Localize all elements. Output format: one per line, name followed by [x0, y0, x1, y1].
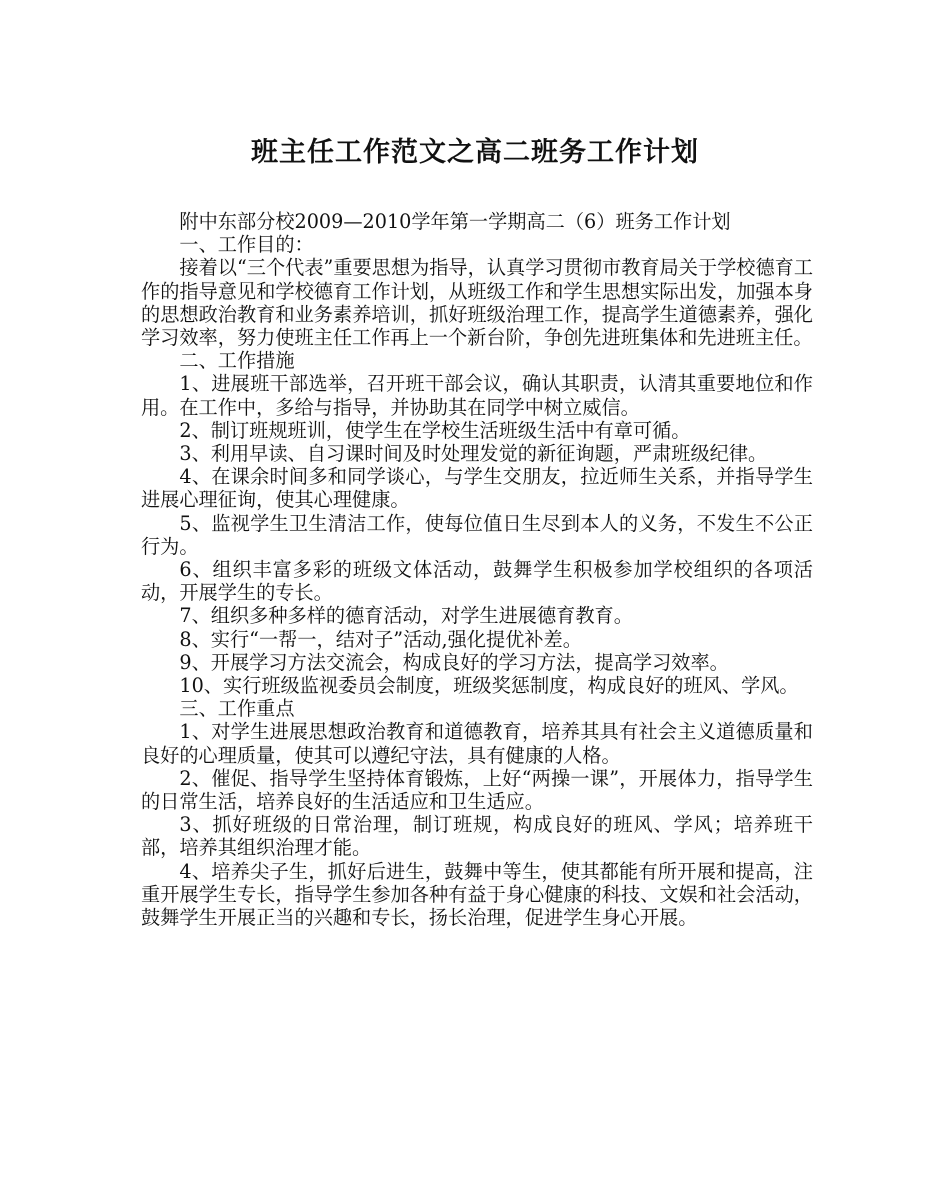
document-body	[141, 210, 813, 929]
measure-item-4: 4、在课余时间多和同学谈心，与学生交朋友，拉近师生关系，并指导学生进展心理征询，使其心理健康。	[141, 465, 813, 512]
measure-item-1: 1、进展班干部选举，召开班干部会议，确认其职责，认清其重要地位和作用。在工作中，多给与指导，并协助其在同学中树立威信。	[141, 372, 813, 419]
document-subtitle: 附中东部分校2009—2010学年第一学期高二（6）班务工作计划	[179, 210, 731, 233]
measure-item-3: 3、利用早读、自习课时间及时处理发觉的新征询题，严肃班级纪律。	[179, 442, 768, 466]
measure-item-5: 5、监视学生卫生清洁工作，使每位值日生尽到本人的义务，不发生不公正行为。	[141, 511, 813, 558]
section-heading-measures: 二、工作措施	[179, 349, 295, 373]
focus-item-3: 3、抓好班级的日常治理，制订班规，构成良好的班风、学风；培养班干部，培养其组织治理才能。	[141, 813, 813, 860]
document-title: 班主任工作范文之高二班务工作计划	[251, 137, 699, 168]
measure-item-9: 9、开展学习方法交流会，构成良好的学习方法，提高学习效率。	[179, 650, 729, 674]
section-heading-focus: 三、工作重点	[179, 697, 295, 721]
measure-item-6: 6、组织丰富多彩的班级文体活动，鼓舞学生积极参加学校组织的各项活动，开展学生的专长。	[141, 558, 813, 605]
paragraph-goal: 接着以“三个代表”重要思想为指导，认真学习贯彻市教育局关于学校德育工作的指导意见和学校德育工作计划，从班级工作和学生思想实际出发，加强本身的思想政治教育和业务素养培训，抓好班级治理工作，提高学生道德素养，强化学习效率，努力使班主任工作再上一个新台阶，争创先进班集体和先进班主任。	[141, 256, 814, 350]
measure-item-7: 7、组织多种多样的德育活动，对学生进展德育教育。	[179, 604, 633, 628]
measure-item-10: 10、实行班级监视委员会制度，班级奖惩制度，构成良好的班风、学风。	[179, 674, 799, 698]
focus-item-1: 1、对学生进展思想政治教育和道德教育，培养其具有社会主义道德质量和良好的心理质量，使其可以遵纪守法，具有健康的人格。	[141, 720, 813, 767]
section-heading-goal: 一、工作目的：	[179, 233, 314, 257]
measure-item-2: 2、制订班规班训，使学生在学校生活班级生活中有章可循。	[179, 418, 691, 442]
measure-item-8: 8、实行“一帮一，结对子”活动,强化提优补差。	[179, 627, 582, 651]
focus-item-4: 4、培养尖子生，抓好后进生，鼓舞中等生，使其都能有所开展和提高，注重开展学生专长，指导学生参加各种有益于身心健康的科技、文娱和社会活动，鼓舞学生开展正当的兴趣和专长，扬长治理，促进学生身心开展。	[141, 859, 813, 930]
focus-item-2: 2、催促、指导学生坚持体育锻炼，上好“两操一课”，开展体力，指导学生的日常生活，培养良好的生活适应和卫生适应。	[141, 766, 813, 814]
